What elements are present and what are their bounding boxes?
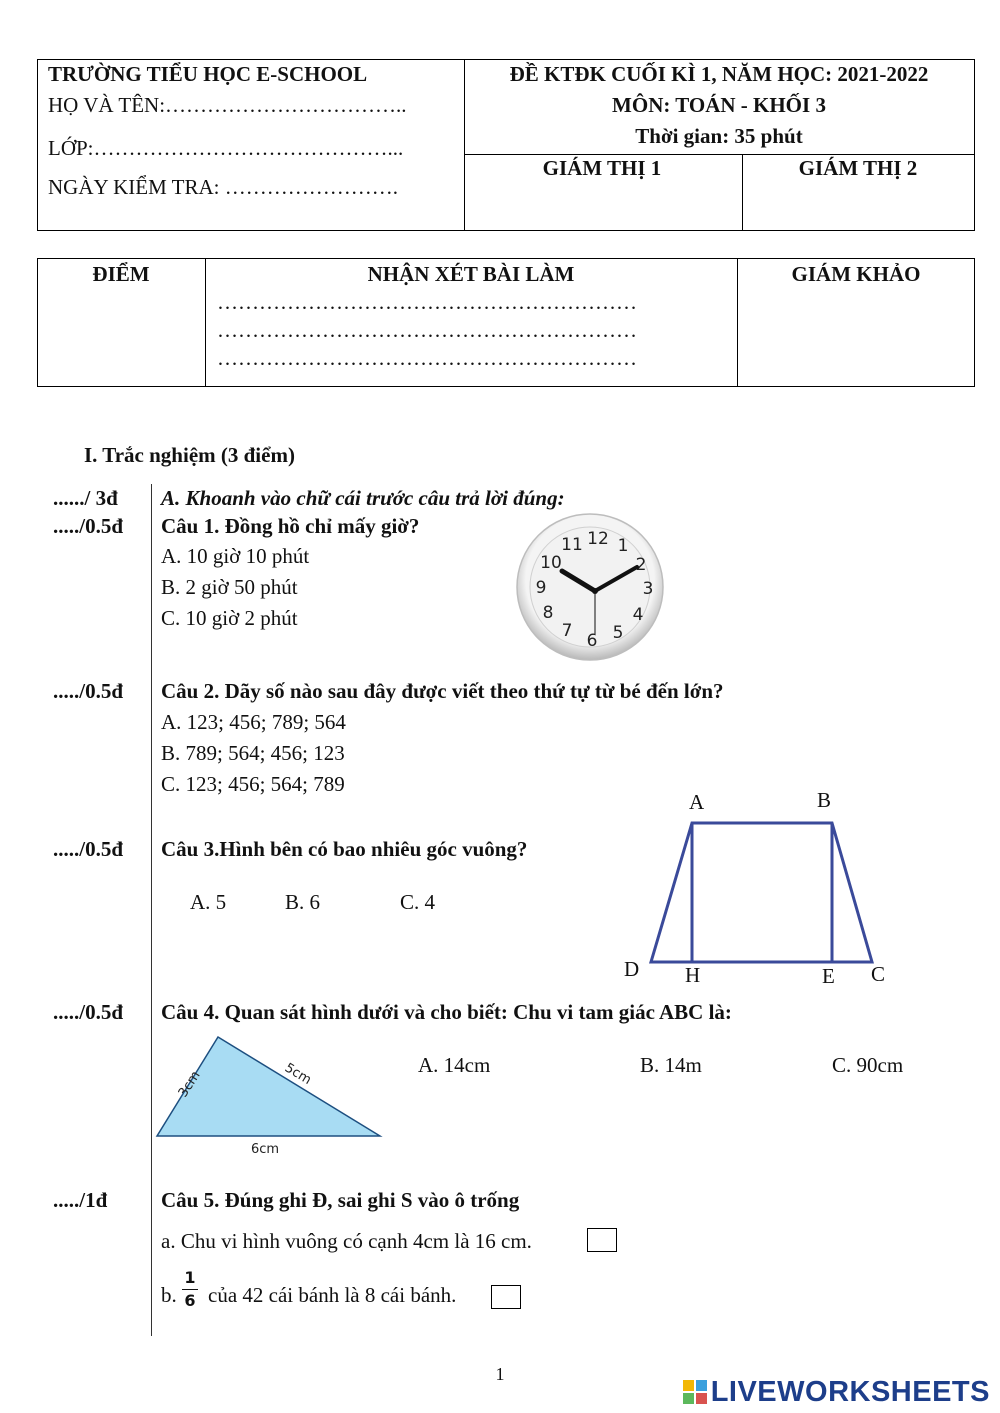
q5-statement-b-prefix: b. xyxy=(161,1283,177,1307)
q4-option-a[interactable]: A. 14cm xyxy=(418,1053,491,1077)
vertex-label-d: D xyxy=(624,957,640,981)
q4-option-b[interactable]: B. 14m xyxy=(640,1053,702,1077)
exam-subject: MÔN: TOÁN - KHỐI 3 xyxy=(612,93,826,117)
q5-answer-box-a[interactable] xyxy=(587,1228,617,1252)
q2-option-c[interactable]: C. 123; 456; 564; 789 xyxy=(161,772,345,796)
trapezoid-lines xyxy=(651,823,872,962)
vertex-label-a: A xyxy=(689,790,705,814)
q1-option-b[interactable]: B. 2 giờ 50 phút xyxy=(161,575,298,599)
q4-score: ...../0.5đ xyxy=(53,1000,124,1024)
fraction-denominator: 6 xyxy=(184,1291,196,1310)
clock-numeral: 11 xyxy=(561,535,583,555)
triangle-figure xyxy=(152,1030,387,1160)
side-label-hypotenuse: 5cm xyxy=(281,1060,314,1088)
clock-numeral: 5 xyxy=(612,623,624,643)
comment-line-2: …………………………………………………… xyxy=(217,318,637,342)
q3-option-b[interactable]: B. 6 xyxy=(285,890,321,914)
clock-numeral: 1 xyxy=(617,536,629,556)
clock-image xyxy=(516,512,664,662)
page-number: 1 xyxy=(495,1364,505,1384)
vertex-label-c: C xyxy=(871,962,886,986)
q3-score: ...../0.5đ xyxy=(53,837,124,861)
q3-option-c[interactable]: C. 4 xyxy=(400,890,436,914)
q2-text: Câu 2. Dãy số nào sau đây được viết theo thứ tự từ bé đến lớn? xyxy=(161,679,724,703)
trapezoid-outline xyxy=(651,823,872,962)
score-label: ĐIỂM xyxy=(92,262,150,286)
clock-numeral: 8 xyxy=(542,603,554,623)
section-1-title: I. Trắc nghiệm (3 điểm) xyxy=(84,443,295,467)
student-name-line: HỌ VÀ TÊN:…………………………….. xyxy=(48,93,407,117)
watermark-text: LIVEWORKSHEETS xyxy=(710,1376,990,1408)
proctor-1-label: GIÁM THỊ 1 xyxy=(542,156,662,180)
q1-score: ...../0.5đ xyxy=(53,514,124,538)
q5-answer-box-b[interactable] xyxy=(491,1285,521,1309)
q1-option-c[interactable]: C. 10 giờ 2 phút xyxy=(161,606,298,630)
q1-option-a[interactable]: A. 10 giờ 10 phút xyxy=(161,544,310,568)
clock-numeral: 2 xyxy=(635,555,647,575)
section-1-score: ....../ 3đ xyxy=(53,486,118,510)
clock-numeral: 3 xyxy=(642,579,654,599)
exam-date-line: NGÀY KIỂM TRA: ……………………. xyxy=(48,175,398,199)
clock-numeral: 4 xyxy=(632,605,644,625)
clock-numeral: 12 xyxy=(587,529,609,549)
score-margin-line xyxy=(151,484,152,1336)
q2-score: ...../0.5đ xyxy=(53,679,124,703)
liveworksheets-logo-icon xyxy=(683,1380,707,1404)
class-line: LỚP:……………………………………... xyxy=(48,136,404,160)
exam-title: ĐỀ KTĐK CUỐI KÌ 1, NĂM HỌC: 2021-2022 xyxy=(509,62,929,86)
side-label-left: 3cm xyxy=(175,1068,204,1101)
vertex-label-b: B xyxy=(817,788,832,812)
q2-option-b[interactable]: B. 789; 564; 456; 123 xyxy=(161,741,345,765)
comment-label: NHẬN XÉT BÀI LÀM xyxy=(367,262,575,286)
q3-text: Câu 3.Hình bên có bao nhiêu góc vuông? xyxy=(161,837,528,861)
school-name: TRƯỜNG TIỂU HỌC E-SCHOOL xyxy=(48,62,368,86)
proctor-2-label: GIÁM THỊ 2 xyxy=(798,156,918,180)
q5-score: ...../1đ xyxy=(53,1188,108,1212)
liveworksheets-watermark xyxy=(683,1376,990,1409)
clock-numeral: 10 xyxy=(540,553,562,573)
q4-text: Câu 4. Quan sát hình dưới và cho biết: Chu vi tam giác ABC là: xyxy=(161,1000,732,1024)
q5-statement-a: a. Chu vi hình vuông có cạnh 4cm là 16 cm. xyxy=(161,1229,532,1253)
section-1-instruction: A. Khoanh vào chữ cái trước câu trả lời đúng: xyxy=(161,486,565,510)
q3-option-a[interactable]: A. 5 xyxy=(190,890,227,914)
q1-text: Câu 1. Đồng hồ chỉ mấy giờ? xyxy=(161,514,420,538)
side-label-base: 6cm xyxy=(251,1142,280,1157)
vertex-label-e: E xyxy=(822,964,835,988)
exam-time: Thời gian: 35 phút xyxy=(635,124,803,148)
examiner-label: GIÁM KHẢO xyxy=(791,262,921,286)
clock-numeral: 7 xyxy=(561,621,573,641)
q5-statement-b: của 42 cái bánh là 8 cái bánh. xyxy=(208,1283,457,1307)
clock-numeral: 6 xyxy=(586,631,598,651)
clock-center xyxy=(592,588,598,594)
comment-line-1: …………………………………………………… xyxy=(217,290,637,314)
comment-line-3: …………………………………………………… xyxy=(217,346,637,370)
clock-numeral: 9 xyxy=(535,578,547,598)
q5-text: Câu 5. Đúng ghi Đ, sai ghi S vào ô trống xyxy=(161,1188,520,1212)
trapezoid-figure xyxy=(620,785,895,990)
q4-option-c[interactable]: C. 90cm xyxy=(832,1053,904,1077)
fraction-one-sixth xyxy=(182,1268,198,1311)
q2-option-a[interactable]: A. 123; 456; 789; 564 xyxy=(161,710,346,734)
vertex-label-h: H xyxy=(685,963,701,987)
fraction-numerator: 1 xyxy=(184,1268,196,1287)
